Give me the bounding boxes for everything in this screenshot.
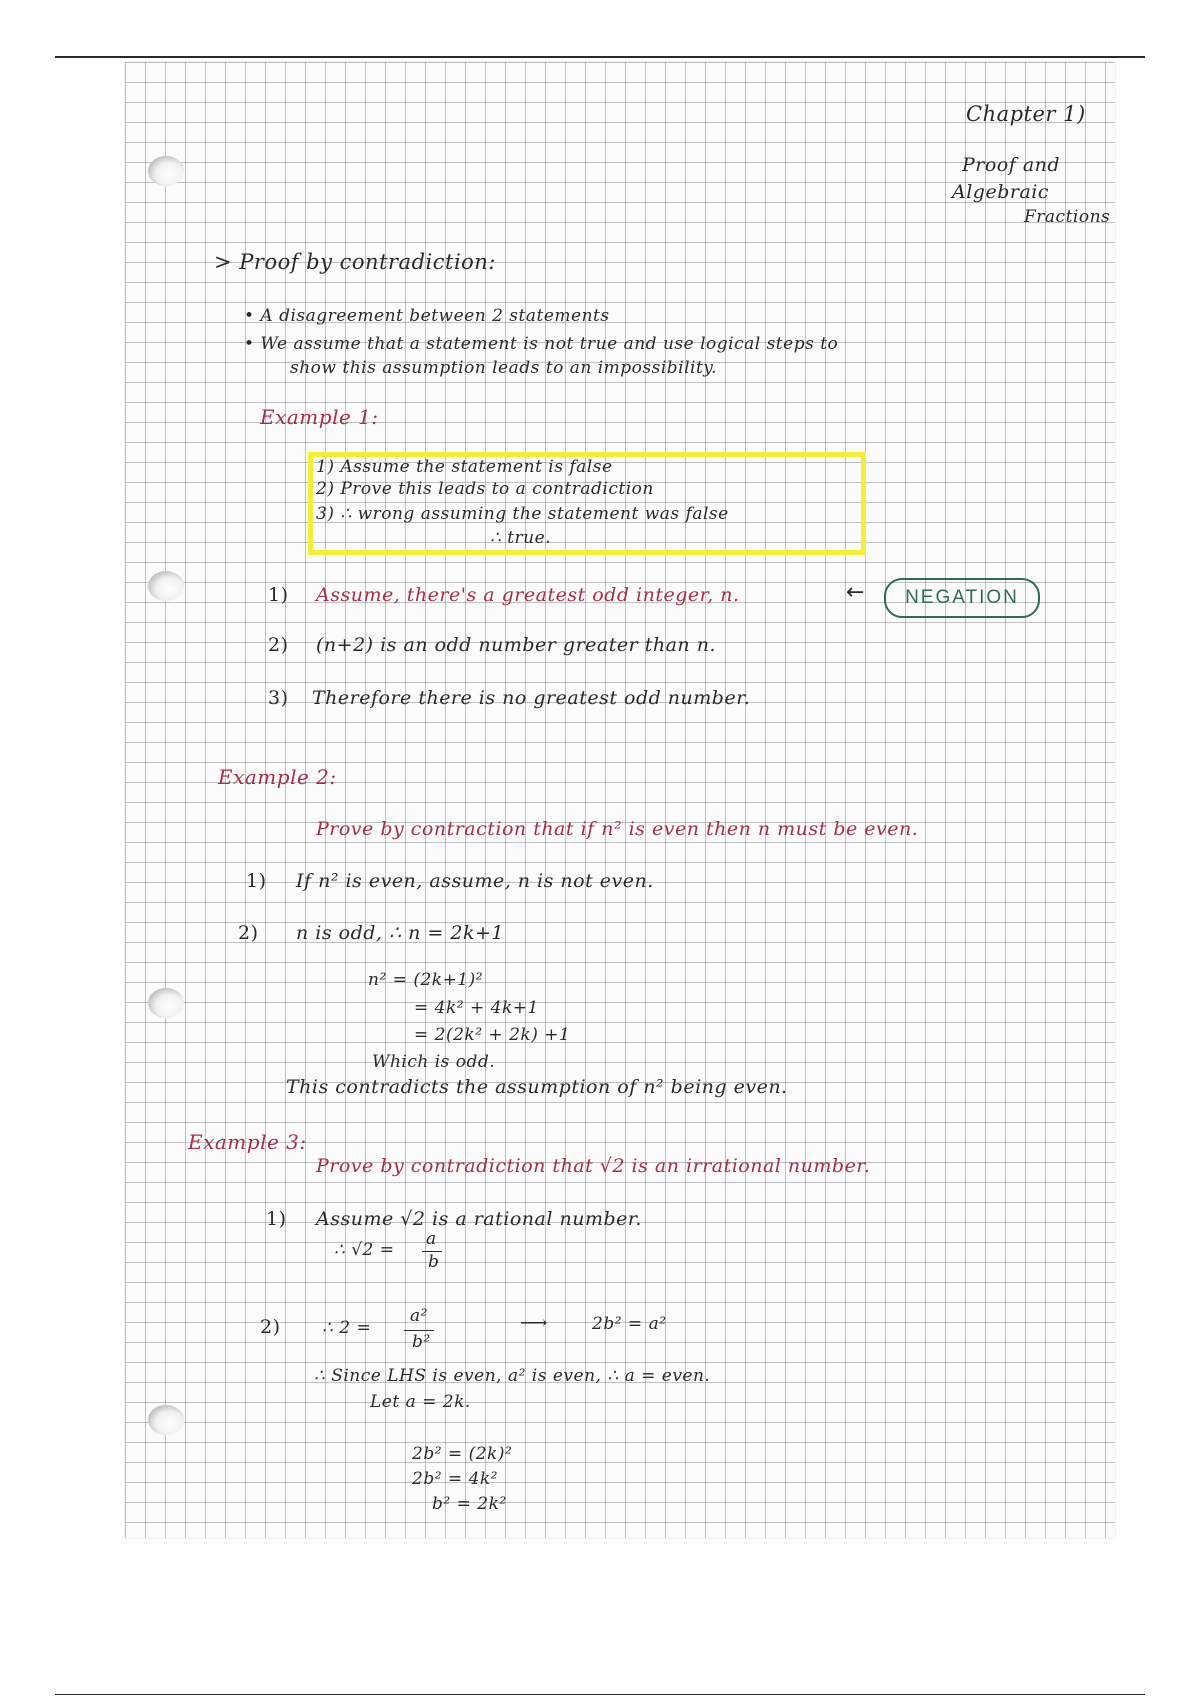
calc-line: = 2(2k² + 2k) +1 (414, 1025, 571, 1045)
box-line: 2) Prove this leads to a contradiction (316, 479, 654, 499)
topic-line: Algebraic (952, 181, 1049, 203)
box-line: 3) ∴ wrong assuming the statement was false (316, 504, 729, 524)
punch-hole (148, 571, 184, 601)
equation-rhs: 2b² = a² (592, 1314, 667, 1334)
punch-hole (148, 1405, 184, 1435)
calc-line: 2b² = (2k)² (412, 1444, 513, 1464)
calc-line: b² = 2k² (432, 1494, 507, 1514)
fraction-denominator: b (428, 1252, 440, 1272)
right-arrow-icon: ⟶ (520, 1312, 548, 1334)
section-title: > Proof by contradiction: (214, 250, 496, 274)
example-label: Example 3: (188, 1130, 307, 1154)
topic-line: Proof and (962, 154, 1061, 176)
step-number: 1) (268, 584, 289, 606)
step-number: 2) (268, 634, 289, 656)
step-text: n is odd, ∴ n = 2k+1 (296, 922, 504, 944)
fraction-denominator: b² (412, 1332, 431, 1352)
calc-line: = 4k² + 4k+1 (414, 998, 539, 1018)
step-number: 2) (238, 922, 259, 944)
step-text: Therefore there is no greatest odd number. (312, 687, 751, 709)
let-text: Let a = 2k. (370, 1392, 471, 1412)
step-text: If n² is even, assume, n is not even. (296, 870, 654, 892)
equation-lhs: ∴ 2 = (322, 1318, 372, 1338)
step-text: Assume, there's a greatest odd integer, n. (316, 584, 740, 606)
negation-label: NEGATION (905, 587, 1019, 608)
equation-lhs: ∴ √2 = (334, 1240, 395, 1260)
bottom-rule (55, 1694, 1145, 1695)
example-label: Example 2: (218, 765, 337, 789)
since-text: ∴ Since LHS is even, a² is even, ∴ a = even. (314, 1366, 711, 1386)
chapter-heading: Chapter 1) (966, 102, 1086, 126)
calc-line: 2b² = 4k² (412, 1469, 498, 1489)
calc-line: n² = (2k+1)² (368, 970, 484, 990)
example-prompt: Prove by contraction that if n² is even then n must be even. (316, 818, 919, 840)
top-rule (55, 56, 1145, 58)
bullet-item: • We assume that a statement is not true and use logical steps to (244, 334, 839, 354)
step-text: Assume √2 is a rational number. (316, 1208, 642, 1230)
box-line: 1) Assume the statement is false (316, 457, 613, 477)
step-text: (n+2) is an odd number greater than n. (316, 634, 716, 656)
fraction-numerator: a (426, 1229, 437, 1249)
step-number: 1) (246, 870, 267, 892)
bullet-item: show this assumption leads to an impossibility. (290, 358, 718, 378)
punch-hole (148, 988, 184, 1018)
topic-line: Fractions (1024, 207, 1111, 227)
fraction-bar (404, 1330, 434, 1331)
step-number: 1) (266, 1208, 287, 1230)
box-line: ∴ true. (490, 528, 552, 548)
step-number: 3) (268, 687, 289, 709)
example-prompt: Prove by contradiction that √2 is an irrational number. (316, 1155, 871, 1177)
fraction-numerator: a² (410, 1306, 428, 1326)
conclusion-text: This contradicts the assumption of n² being even. (286, 1076, 788, 1098)
punch-hole (148, 156, 184, 186)
negation-cloud (884, 578, 1040, 618)
step-number: 2) (260, 1316, 281, 1338)
calc-line: Which is odd. (372, 1052, 496, 1072)
example-label: Example 1: (260, 405, 379, 429)
left-arrow-icon: ← (846, 580, 865, 605)
bullet-item: • A disagreement between 2 statements (244, 306, 610, 326)
